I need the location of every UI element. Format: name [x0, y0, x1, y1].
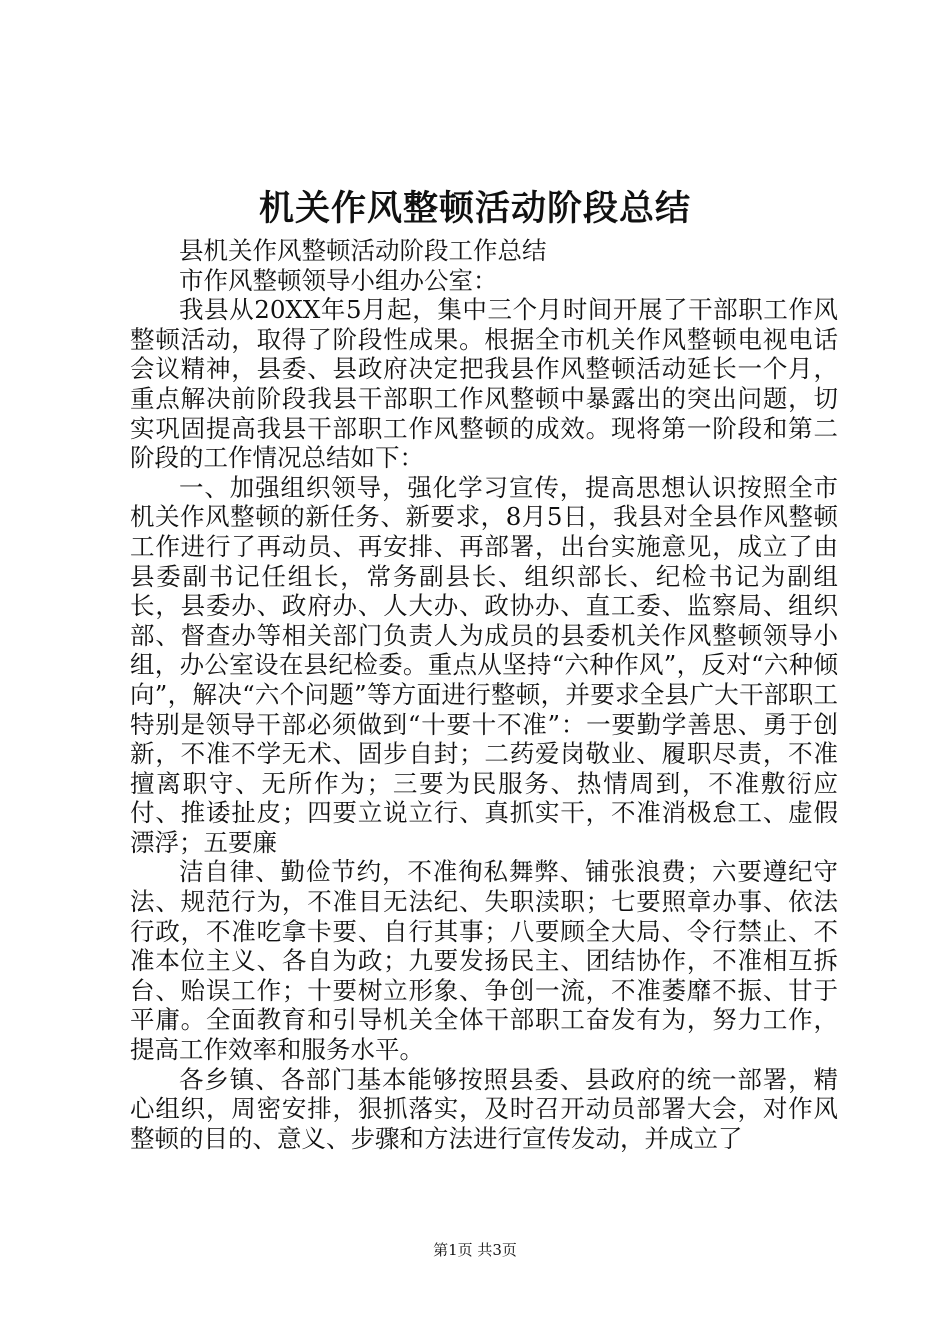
document-title: 机关作风整顿活动阶段总结 [258, 188, 691, 229]
body-paragraph: 各乡镇、各部门基本能够按照县委、县政府的统一部署，精心组织，周密安排，狠抓落实，及时召开动员部署大会，对作风整顿的目的、意义、步骤和方法进行宣传发动，并成立了 [130, 1064, 838, 1153]
document-body [130, 236, 838, 1153]
body-paragraph: 我县从20XX年5月起，集中三个月时间开展了干部职工作风整顿活动，取得了阶段性成果。根据全市机关作风整顿电视电话会议精神，县委、县政府决定把我县作风整顿活动延长一个月，重点解决前阶段我县干部职工作风整顿中暴露出的突出问题，切实巩固提高我县干部职工作风整顿的成效。现将第一阶段和第二阶段的工作情况总结如下： [130, 295, 838, 473]
page-footer: 第1页 共3页 [433, 1241, 517, 1259]
body-paragraph: 一、加强组织领导，强化学习宣传，提高思想认识按照全市机关作风整顿的新任务、新要求，8月5日，我县对全县作风整顿工作进行了再动员、再安排、再部署，出台实施意见，成立了由县委副书记任组长，常务副县长、组织部长、纪检书记为副组长，县委办、政府办、人大办、政协办、直工委、监察局、组织部、督查办等相关部门负责人为成员的县委机关作风整顿领导小组，办公室设在县纪检委。重点从坚持“六种作风”，反对“六种倾向”，解决“六个问题”等方面进行整顿，并要求全县广大干部职工特别是领导干部必须做到“十要十不准”：一要勤学善思、勇于创新，不准不学无术、固步自封；二药爱岗敬业、履职尽责，不准擅离职守、无所作为；三要为民服务、热情周到，不准敷衍应付、推诿扯皮；四要立说立行、真抓实干，不准消极怠工、虚假漂浮；五要廉 [130, 472, 838, 857]
subtitle-paragraph: 县机关作风整顿活动阶段工作总结 [179, 236, 547, 265]
body-paragraph: 洁自律、勤俭节约，不准徇私舞弊、铺张浪费；六要遵纪守法、规范行为，不准目无法纪、失职渎职；七要照章办事、依法行政，不准吃拿卡要、自行其事；八要顾全大局、令行禁止、不准本位主义、各自为政；九要发扬民主、团结协作，不准相互拆台、贻误工作；十要树立形象、争创一流，不准萎靡不振、甘于平庸。全面教育和引导机关全体干部职工奋发有为，努力工作，提高工作效率和服务水平。 [130, 857, 838, 1065]
recipient-paragraph: 市作风整顿领导小组办公室： [179, 265, 498, 295]
